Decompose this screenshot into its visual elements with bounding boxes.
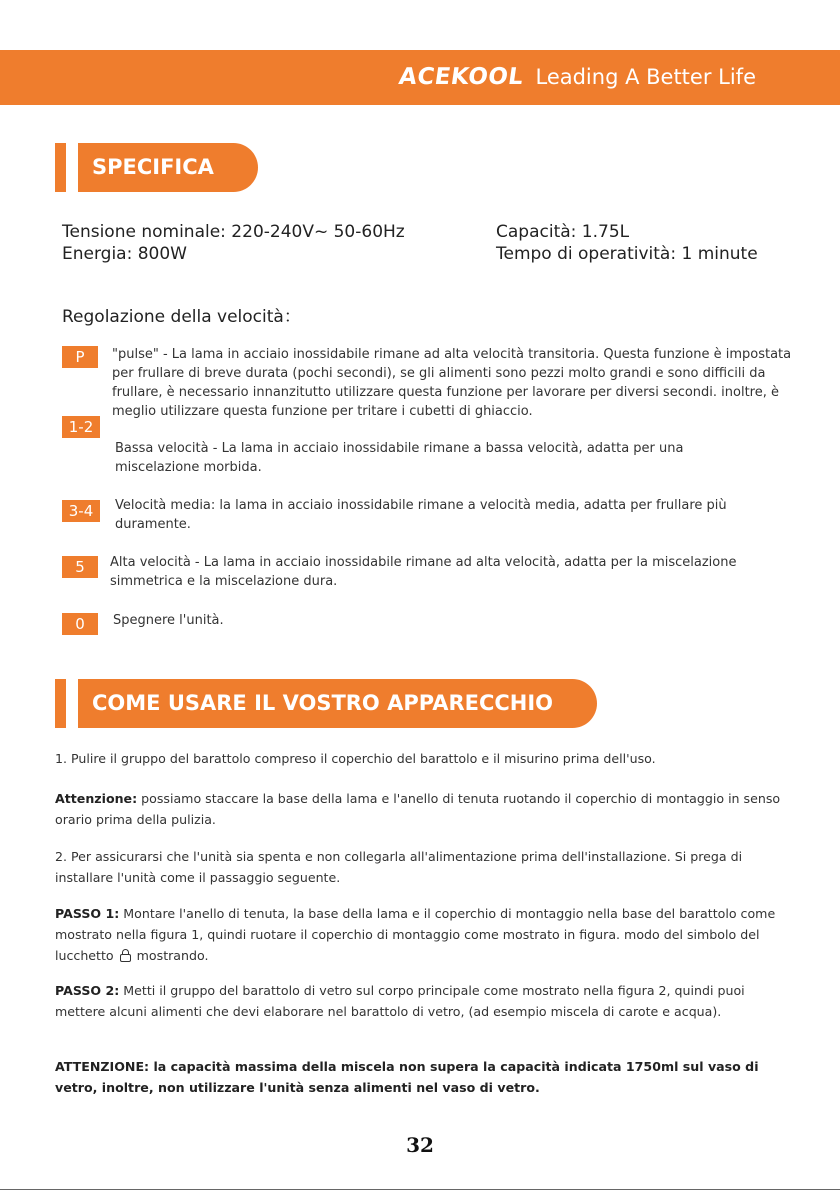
speed-text-1-2: Bassa velocità - La lama in acciaio inossidabile rimane a bassa velocità, adatta per una miscelazione morbida. bbox=[115, 441, 684, 475]
spec-capacity: Capacità: 1.75L bbox=[496, 222, 630, 242]
speed-title: Regolazione della velocità： bbox=[62, 307, 301, 327]
attention-label: Attenzione: bbox=[55, 791, 138, 806]
speed-badge-p: P bbox=[62, 346, 98, 368]
paragraph-install: 2. Per assicurarsi che l'unità sia spenta e non collegarla all'alimentazione prima dell'installazione. Si prega di installare l'unità come il passaggio seguente. bbox=[55, 849, 743, 885]
spec-voltage: Tensione nominale: 220-240V~ 50-60Hz bbox=[62, 222, 405, 242]
brand-logo: ACEKOOL bbox=[397, 64, 526, 90]
attention-text: possiamo staccare la base della lama e l'anello di tenuta ruotando il coperchio di montaggio in senso orario prima della pulizia. bbox=[55, 791, 781, 827]
spec-runtime: Tempo di operatività: 1 minute bbox=[496, 244, 758, 264]
spec-power: Energia: 800W bbox=[62, 244, 187, 264]
section-heading-usage bbox=[55, 679, 597, 728]
speed-badge-0: 0 bbox=[62, 613, 98, 635]
heading-accent-bar bbox=[55, 143, 66, 192]
speed-badge-5: 5 bbox=[62, 556, 98, 578]
step-2-text: Metti il gruppo del barattolo di vetro sul corpo principale come mostrato nella figura 2, quindi puoi mettere alcuni alimenti che devi elaborare nel barattolo di vetro, (ad esempio miscela di carote e acqua). bbox=[55, 983, 745, 1019]
paragraph-step-1 bbox=[55, 903, 787, 966]
step-1-tail: mostrando. bbox=[132, 948, 209, 963]
speed-badge-1-2: 1-2 bbox=[62, 416, 100, 438]
header-brand bbox=[399, 64, 756, 90]
section-title: SPECIFICA bbox=[78, 143, 258, 192]
section-heading-specifica bbox=[55, 143, 258, 192]
paragraph-step-2 bbox=[55, 980, 787, 1022]
lock-icon bbox=[120, 949, 131, 962]
step-2-label: PASSO 2: bbox=[55, 983, 120, 998]
step-1-text: Montare l'anello di tenuta, la base della lama e il coperchio di montaggio nella base del barattolo come mostrato nella figura 1, quindi ruotare il coperchio di montaggio come mostrato in figura. modo del simbolo del lucchetto bbox=[55, 906, 776, 963]
paragraph-attention bbox=[55, 788, 787, 830]
speed-text-0: Spegnere l'unità. bbox=[113, 613, 224, 628]
paragraph-warning: ATTENZIONE: la capacità massima della miscela non supera la capacità indicata 1750ml sul vaso di vetro, inoltre, non utilizzare l'unità senza alimenti nel vaso di vetro. bbox=[55, 1059, 759, 1095]
heading-accent-bar bbox=[55, 679, 66, 728]
brand-tagline: Leading A Better Life bbox=[535, 65, 756, 89]
speed-text-3-4: Velocità media: la lama in acciaio inossidabile rimane a velocità media, adatta per frullare più duramente. bbox=[115, 498, 727, 532]
speed-text-p: "pulse" - La lama in acciaio inossidabile rimane ad alta velocità transitoria. Questa funzione è impostata per frullare di breve durata (pochi secondi), se gli alimenti sono pezzi molto grandi e sono difficili da frullare, è necessario innanzitutto utilizzare questa funzione per lavorare per diversi secondi. inoltre, è meglio utilizzare questa funzione per tritare i cubetti di ghiaccio. bbox=[112, 347, 792, 419]
bottom-rule bbox=[0, 1189, 840, 1190]
section-title: COME USARE IL VOSTRO APPARECCHIO bbox=[78, 679, 597, 728]
speed-badge-3-4: 3-4 bbox=[62, 500, 100, 522]
page-number: 32 bbox=[406, 1133, 434, 1157]
step-1-label: PASSO 1: bbox=[55, 906, 120, 921]
speed-text-5: Alta velocità - La lama in acciaio inossidabile rimane ad alta velocità, adatta per la miscelazione simmetrica e la miscelazione dura. bbox=[110, 555, 737, 589]
paragraph-clean: 1. Pulire il gruppo del barattolo compreso il coperchio del barattolo e il misurino prima dell'uso. bbox=[55, 751, 656, 766]
